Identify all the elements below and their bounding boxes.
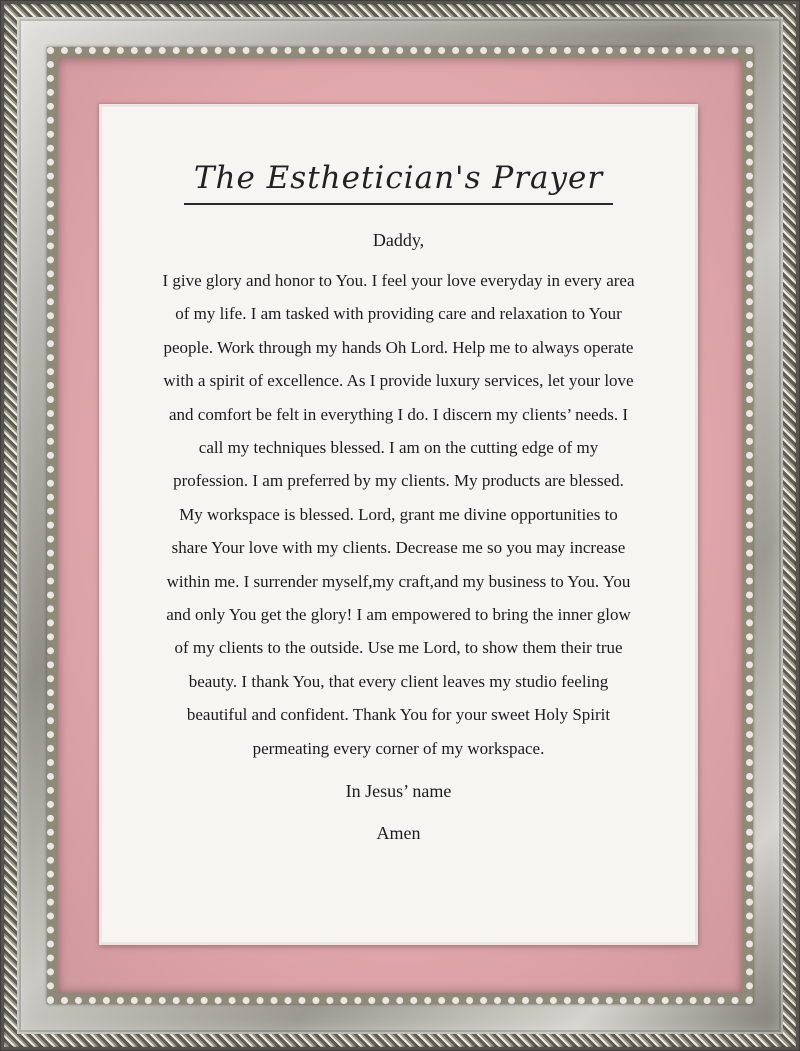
prayer-line: people. Work through my hands Oh Lord. Help me to always operate: [163, 337, 634, 357]
title-row: [114, 160, 683, 205]
prayer-body: [114, 264, 683, 765]
frame-rope-border: [4, 4, 796, 1047]
prayer-line: beautiful and confident. Thank You for your sweet Holy Spirit: [186, 705, 611, 725]
prayer-line: and only You get the glory! I am empowered to bring the inner glow: [166, 605, 631, 625]
prayer-line: of my clients to the outside. Use me Lord, to show them their true: [174, 638, 623, 658]
pink-mat: [58, 58, 742, 993]
prayer-line: call my techniques blessed. I am on the cutting edge of my: [198, 438, 599, 458]
closing-text: In Jesus’ name: [345, 781, 452, 802]
prayer-line: and comfort be felt in everything I do. I discern my clients’ needs. I: [168, 404, 628, 424]
prayer-line: of my life. I am tasked with providing care and relaxation to Your: [175, 304, 622, 324]
prayer-line: share Your love with my clients. Decrease me so you may increase: [171, 538, 626, 558]
amen-text: Amen: [376, 823, 421, 844]
frame-silver-band: [17, 17, 783, 1034]
prayer-line: beauty. I thank You, that every client leaves my studio feeling: [188, 671, 609, 691]
prayer-line: with a spirit of excellence. As I provide luxury services, let your love: [163, 371, 634, 391]
prayer-line: I give glory and honor to You. I feel your love everyday in every area: [162, 271, 635, 290]
frame-beaded-trim: [47, 47, 753, 1004]
prayer-line: My workspace is blessed. Lord, grant me divine opportunities to: [179, 504, 618, 524]
prayer-paper: [99, 104, 698, 945]
prayer-line: within me. I surrender myself,my craft,and my business to You. You: [166, 571, 631, 591]
prayer-line: profession. I am preferred by my clients. My products are blessed.: [173, 471, 624, 491]
salutation-text: Daddy,: [372, 230, 425, 250]
prayer-title: The Esthetician's Prayer: [184, 160, 613, 205]
prayer-line: permeating every corner of my workspace.: [252, 738, 545, 758]
